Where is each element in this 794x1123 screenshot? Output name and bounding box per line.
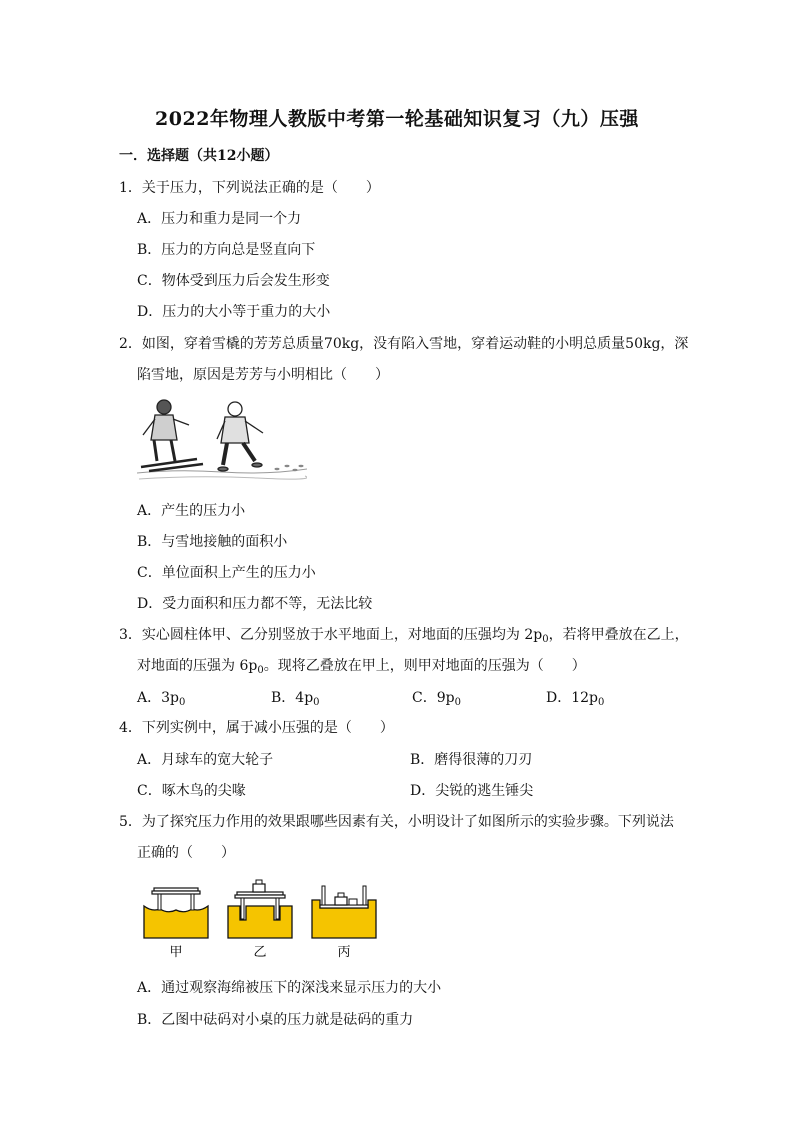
q2-option-b[interactable]: B．与雪地接触的面积小 bbox=[137, 534, 288, 550]
q1-stem: 1．关于压力，下列说法正确的是（ ） bbox=[119, 180, 380, 196]
q4-option-d[interactable]: D．尖锐的逃生锤尖 bbox=[410, 783, 534, 799]
sponge-experiment-figure bbox=[140, 878, 380, 960]
q2-stem-line2: 陷雪地，原因是芳芳与小明相比（ ） bbox=[137, 367, 389, 383]
q5-stem-line1: 5．为了探究压力作用的效果跟哪些因素有关，小明设计了如图所示的实验步骤。下列说法 bbox=[119, 814, 674, 830]
q3-option-a[interactable]: A．$3p_0$ bbox=[137, 690, 186, 708]
walker-figure bbox=[217, 402, 263, 471]
q3-option-d[interactable]: D．$12p_0$ bbox=[546, 690, 605, 708]
q3-option-b[interactable]: B．$4p_0$ bbox=[271, 690, 320, 708]
q4-option-b[interactable]: B．磨得很薄的刀刃 bbox=[410, 752, 533, 768]
q5-stem-line2: 正确的（ ） bbox=[137, 845, 235, 861]
q2-option-d[interactable]: D．受力面积和压力都不等，无法比较 bbox=[137, 596, 373, 612]
setup-bing bbox=[312, 886, 376, 938]
q2-stem-line1: 2．如图，穿着雪橇的芳芳总质量70kg，没有陷入雪地，穿着运动鞋的小明总质量50kg，深 bbox=[119, 336, 689, 352]
q2-option-c[interactable]: C．单位面积上产生的压力小 bbox=[137, 565, 316, 581]
setup-yi bbox=[228, 880, 292, 938]
q3-stem-line2: 对地面的压强为 $6p_0$。现将乙叠放在甲上，则甲对地面的压强为（ ） bbox=[137, 658, 586, 676]
q2-option-a[interactable]: A．产生的压力小 bbox=[137, 503, 246, 519]
q5-option-b[interactable]: B．乙图中砝码对小桌的压力就是砝码的重力 bbox=[137, 1012, 414, 1028]
q1-option-c[interactable]: C．物体受到压力后会发生形变 bbox=[137, 273, 330, 289]
q1-option-a[interactable]: A．压力和重力是同一个力 bbox=[137, 211, 302, 227]
label-jia: 甲 bbox=[169, 945, 183, 960]
label-bing: 丙 bbox=[337, 945, 351, 960]
q4-stem: 4．下列实例中，属于减小压强的是（ ） bbox=[119, 720, 394, 736]
q5-option-a[interactable]: A．通过观察海绵被压下的深浅来显示压力的大小 bbox=[137, 980, 442, 996]
q3-option-c[interactable]: C．$9p_0$ bbox=[412, 690, 461, 708]
q1-option-d[interactable]: D．压力的大小等于重力的大小 bbox=[137, 304, 331, 320]
page-title: 2022年物理人教版中考第一轮基础知识复习（九）压强 bbox=[155, 108, 639, 130]
skier-and-walker-illustration bbox=[137, 395, 307, 483]
skier-figure bbox=[141, 400, 203, 471]
label-yi: 乙 bbox=[253, 945, 267, 960]
q1-option-b[interactable]: B．压力的方向总是竖直向下 bbox=[137, 242, 316, 258]
q4-option-a[interactable]: A．月球车的宽大轮子 bbox=[137, 752, 274, 768]
q3-stem-line1: 3．实心圆柱体甲、乙分别竖放于水平地面上，对地面的压强均为 $2p_0$，若将甲叠放在乙上， bbox=[119, 627, 689, 645]
q4-option-c[interactable]: C．啄木鸟的尖喙 bbox=[137, 783, 246, 799]
section-heading: 一．选择题（共12小题） bbox=[119, 148, 279, 164]
setup-jia bbox=[144, 888, 208, 938]
